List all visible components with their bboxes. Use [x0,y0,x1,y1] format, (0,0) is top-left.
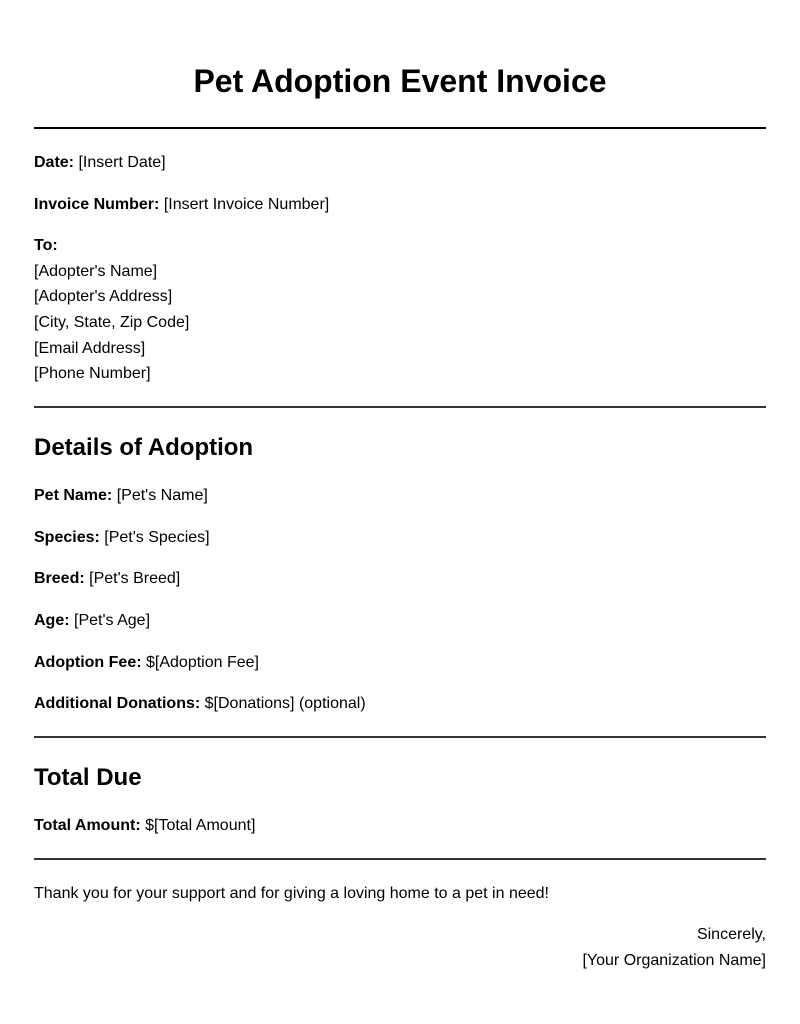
adoption-fee-value: $[Adoption Fee] [146,654,259,671]
section-divider [34,858,766,860]
to-label-row [34,236,58,256]
adopter-phone: [Phone Number] [34,365,151,382]
age-label: Age: [34,612,70,629]
donations-label: Additional Donations: [34,695,201,712]
title-divider [34,127,766,129]
invoice-number-value: [Insert Invoice Number] [163,196,330,213]
adoption-fee-label: Adoption Fee: [34,654,142,671]
total-amount-label: Total Amount: [34,817,141,834]
thank-you-message: Thank you for your support and for giving a loving home to a pet in need! [34,885,549,902]
invoice-number-field [34,195,329,215]
breed-value: [Pet's Breed] [89,570,181,587]
adopter-name: [Adopter's Name] [34,263,158,280]
pet-name-label: Pet Name: [34,487,113,504]
adopter-email: [Email Address] [34,340,146,357]
adopter-city-state-zip: [City, State, Zip Code] [34,314,190,331]
date-label: Date: [34,154,75,171]
species-label: Species: [34,529,100,546]
total-amount-field [34,816,255,836]
breed-field [34,569,180,589]
to-label: To: [34,237,58,254]
date-value: [Insert Date] [78,154,166,171]
pet-name-value: [Pet's Name] [116,487,208,504]
total-heading: Total Due [34,764,142,791]
pet-name-field [34,486,208,506]
species-field [34,528,210,548]
closing-text: Sincerely, [696,926,766,943]
breed-label: Breed: [34,570,85,587]
organization-signature: [Your Organization Name] [582,952,766,969]
details-heading: Details of Adoption [34,434,254,461]
date-field [34,153,166,173]
section-divider [34,406,766,408]
section-divider [34,736,766,738]
adoption-fee-field [34,653,259,673]
species-value: [Pet's Species] [104,529,210,546]
adopter-address: [Adopter's Address] [34,288,173,305]
total-amount-value: $[Total Amount] [145,817,256,834]
page-title: Pet Adoption Event Invoice [193,63,607,99]
invoice-number-label: Invoice Number: [34,196,160,213]
age-field [34,611,150,631]
donations-field [34,694,366,714]
donations-value: $[Donations] (optional) [204,695,366,712]
age-value: [Pet's Age] [74,612,151,629]
